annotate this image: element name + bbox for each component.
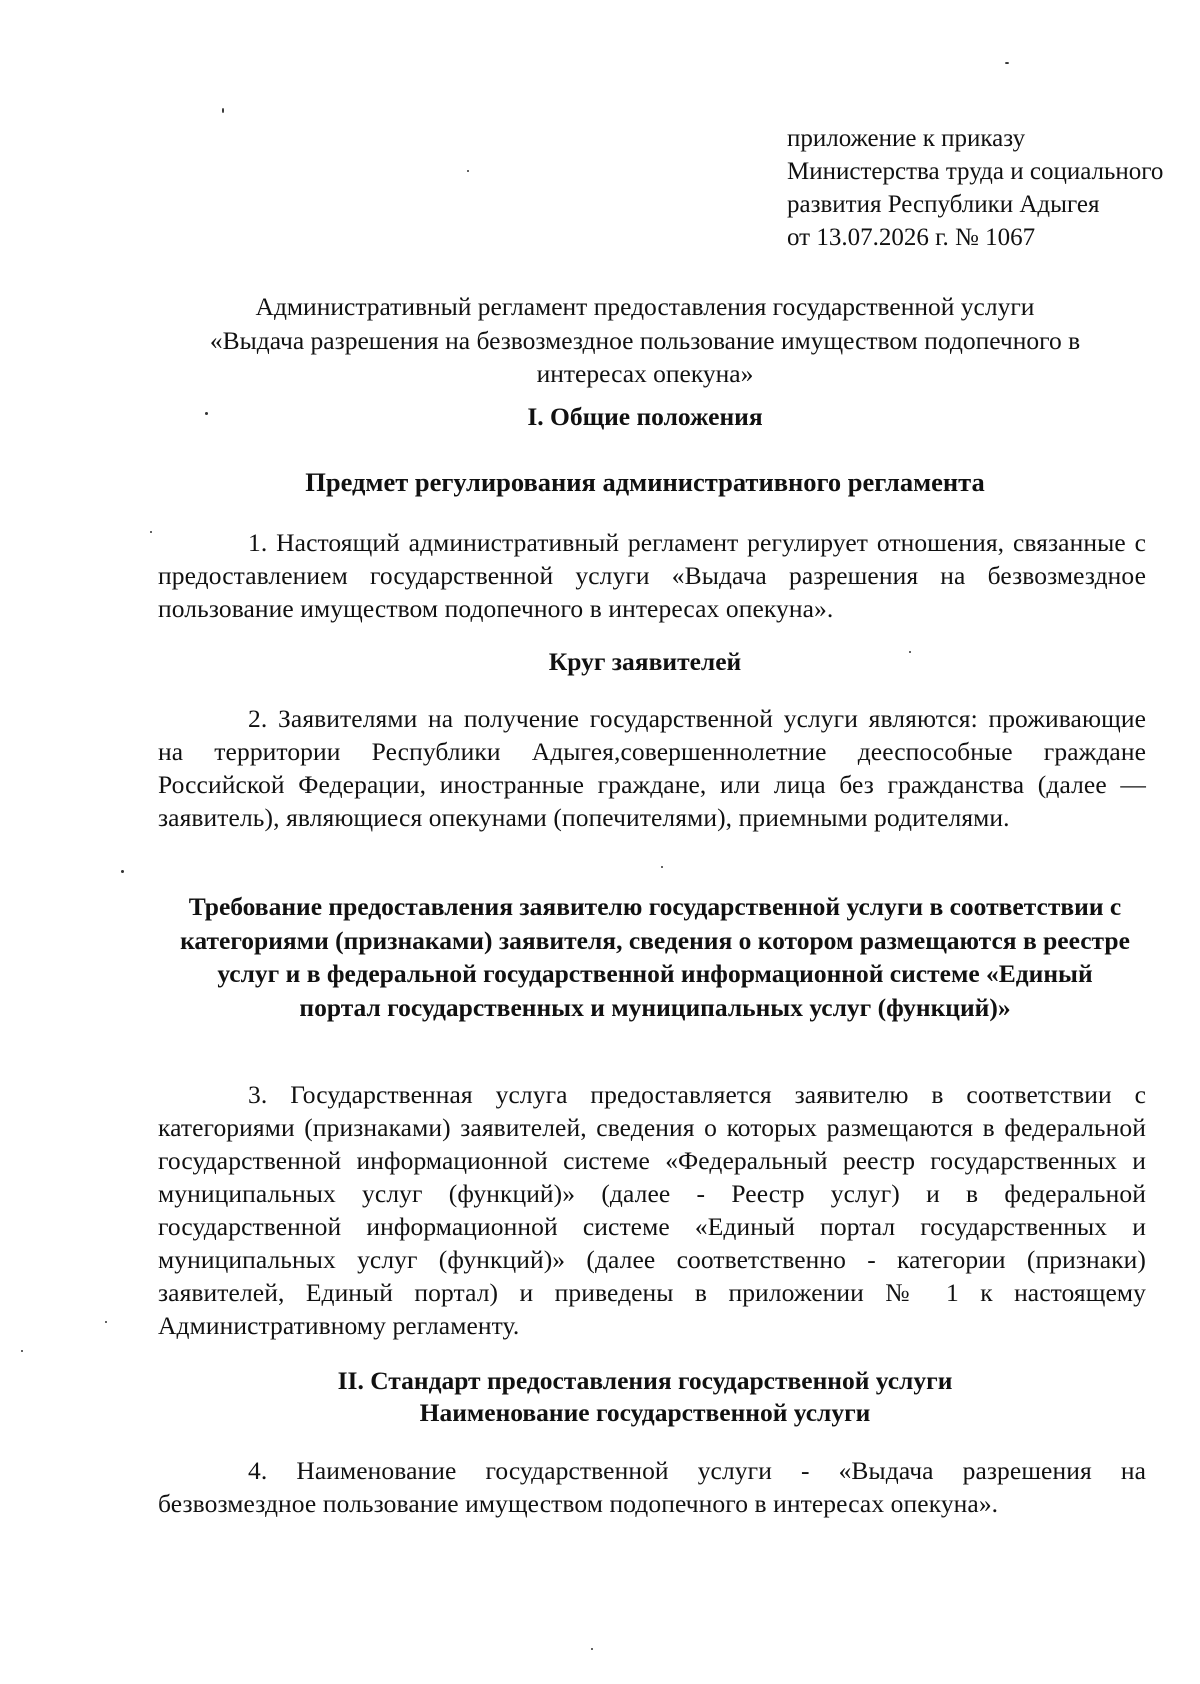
document-title-line-1: Административный регламент предоставления государственной услуги: [255, 292, 1035, 321]
paragraph-1: 1. Настоящий административный регламент регулирует отношения, связанные с предоставлением государственной услуги «Выдача разрешения на безвозмездное пользование имуществом подопечного в интересах опекуна».: [158, 528, 1146, 623]
paragraph-2: 2. Заявителями на получение государственной услуги являются: проживающие на территории Республики Адыгея,совершеннолетние дееспособные граждане Российской Федерации, иностранные граждане, или лица без гражданства (далее — заявитель), являющиеся опекунами (попечителями), приемными родителями.: [158, 704, 1146, 832]
scan-speck: [661, 866, 663, 868]
document-title-line-2: «Выдача разрешения на безвозмездное пользование имуществом подопечного в: [209, 325, 1081, 355]
scan-speck: [467, 170, 469, 172]
scan-speck: [1005, 62, 1009, 64]
scan-speck: [222, 108, 224, 113]
scan-speck: [150, 531, 152, 533]
header-line-4: от 13.07.2026 г. № 1067: [787, 224, 1036, 251]
section-2-subtitle: Круг заявителей: [548, 647, 742, 676]
scan-speck: [21, 1350, 23, 1352]
document-title-line-3: интересах опекуна»: [536, 359, 754, 388]
paragraph-3: 3. Государственная услуга предоставляется заявителю в соответствии с категориями (признаками) заявителей, сведения о которых размещаются в федеральной государственной информационной системе «Федеральный реестр государственных и муниципальных услуг (функций)» (далее - Реестр услуг) и в федеральной государственной информационной системе «Единый портал государственных и муниципальных услуг (функций)» (далее соответственно - категории (признаки) заявителей, Единый портал) и приведены в приложении № 1 к настоящему Административному регламенту.: [158, 1080, 1146, 1340]
section-3-subtitle: Требование предоставления заявителю государственной услуги в соответствии с категориями (признаками) заявителя, сведения о котором размещаются в реестре услуг и в федеральной государственной информационной системе «Единый портал государственных и муниципальных услуг (функций)»: [180, 892, 1130, 1022]
section-4-subtitle: Наименование государственной услуги: [419, 1398, 871, 1427]
section-2-title: II. Стандарт предоставления государственной услуги: [337, 1366, 953, 1395]
document-title: [140, 290, 1150, 391]
header-line-3: развития Республики Адыгея: [787, 191, 1100, 218]
section-1-title: I. Общие положения: [527, 402, 763, 431]
header-line-2: Министерства труда и социального: [787, 158, 1164, 185]
scan-speck: [909, 651, 911, 653]
header-line-1: приложение к приказу: [787, 125, 1026, 152]
scan-speck: [121, 870, 124, 873]
paragraph-4: 4. Наименование государственной услуги - «Выдача разрешения на безвозмездное пользование имуществом подопечного в интересах опекуна».: [158, 1456, 1146, 1518]
appendix-header: [787, 122, 1187, 254]
scan-speck: [105, 1321, 107, 1323]
scan-speck: [205, 412, 208, 415]
section-1-subtitle: Предмет регулирования административного регламента: [305, 467, 985, 497]
scan-speck: [591, 1648, 593, 1650]
